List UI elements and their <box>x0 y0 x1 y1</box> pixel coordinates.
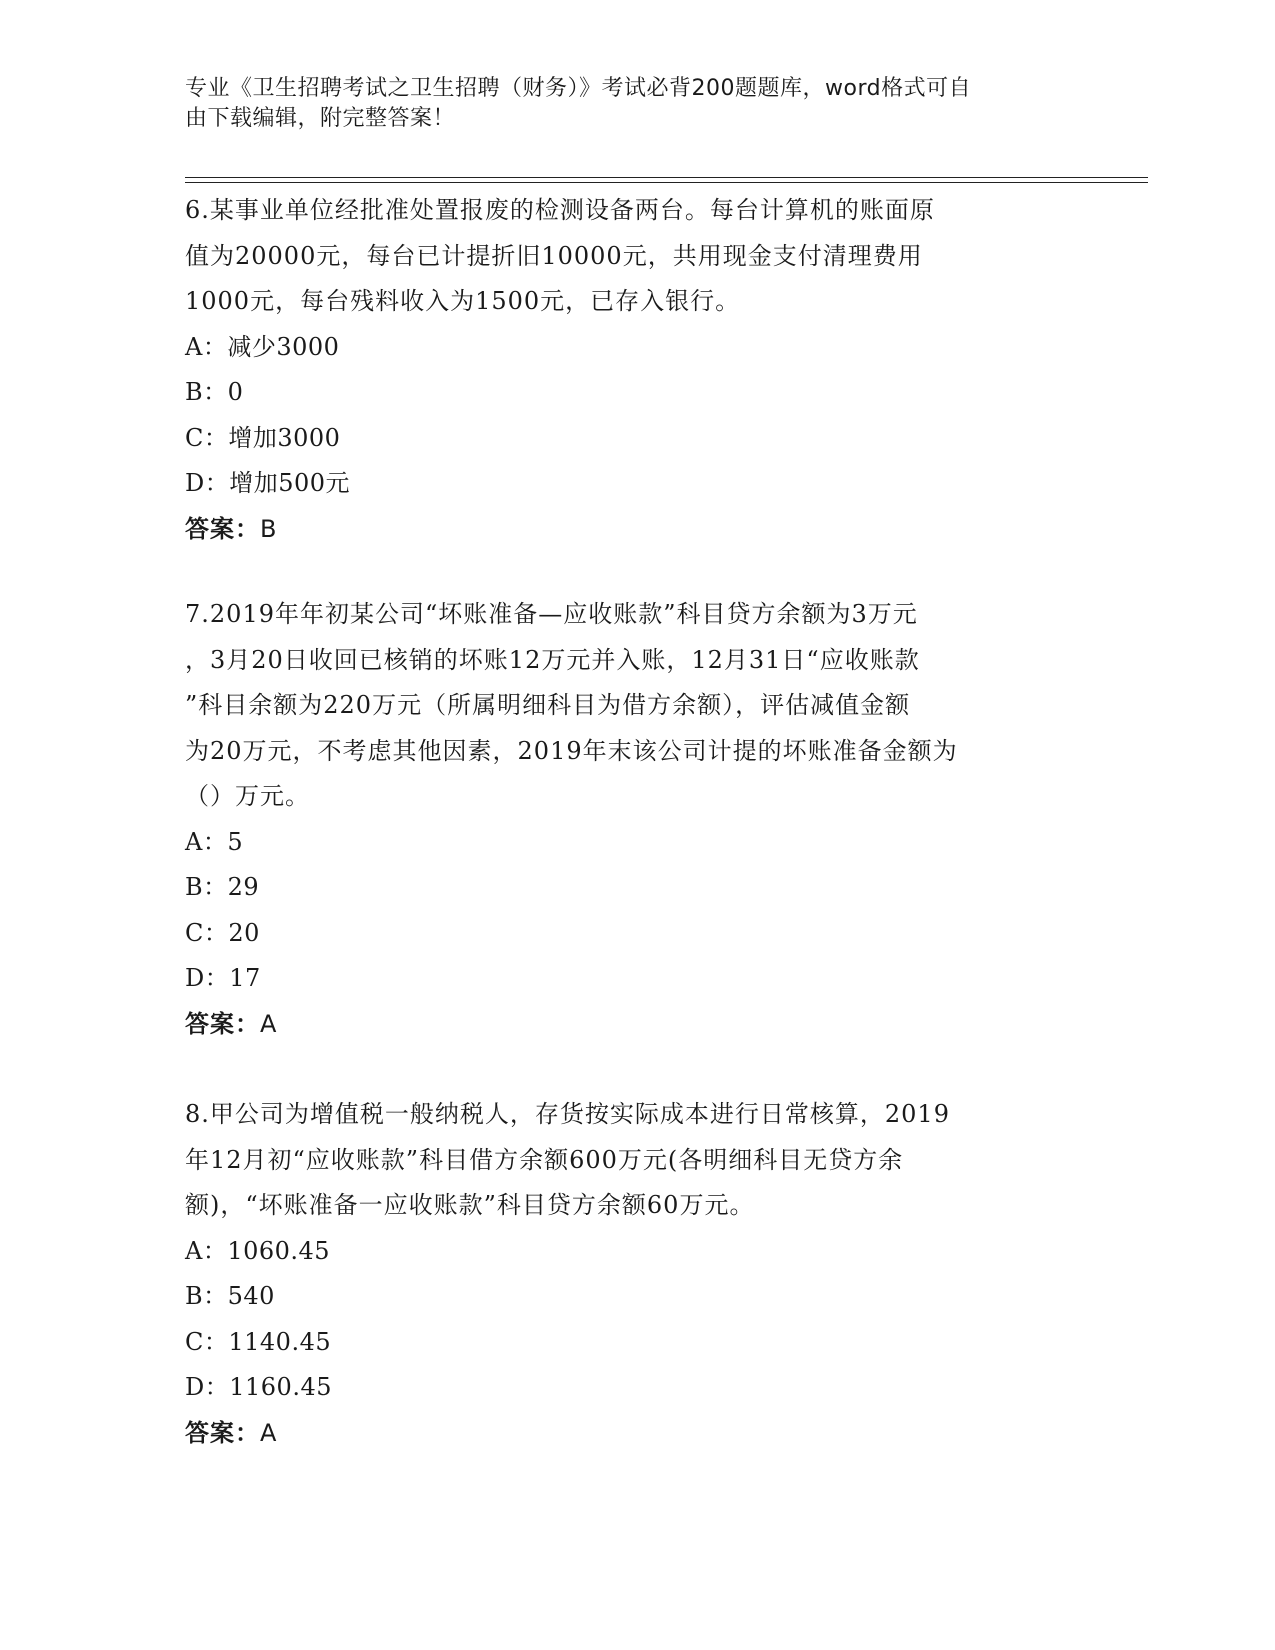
option-c: C：20 <box>185 918 260 947</box>
option-c: C：1140.45 <box>185 1327 332 1356</box>
option-a: A：5 <box>185 827 244 856</box>
document-header: 专业《卫生招聘考试之卫生招聘（财务）》考试必背200题题库，word格式可自 由下载编辑，附完整答案！ <box>185 76 972 131</box>
option-d: D：增加500元 <box>185 469 351 497</box>
option-c: C：增加3000 <box>185 423 341 452</box>
option-d: D：17 <box>185 964 261 992</box>
option-b: B：0 <box>185 378 244 406</box>
question-stem: 6.某事业单位经批准处置报废的检测设备两台。每台计算机的账面原 值为20000元，每台已计提折旧10000元，共用现金支付清理费用 1000元，每台残料收入为1500元，已存入银行。 <box>185 196 935 315</box>
option-b: B：540 <box>185 1282 275 1310</box>
question-8 <box>185 1092 1085 1456</box>
answer-label: 答案： <box>185 1009 260 1038</box>
answer-line <box>185 1411 1085 1457</box>
answer-line <box>185 507 1085 553</box>
answer-label: 答案： <box>185 514 260 543</box>
header-divider-bottom <box>185 182 1148 183</box>
question-stem: 8.甲公司为增值税一般纳税人，存货按实际成本进行日常核算，2019 年12月初“应收账款”科目借方余额600万元(各明细科目无贷方余 额)，“坏账准备一应收账款”科目贷方余额60万元。 <box>185 1100 950 1219</box>
option-b: B：29 <box>185 873 260 901</box>
answer-value: B <box>260 514 278 543</box>
option-a: A：1060.45 <box>185 1236 331 1265</box>
answer-label: 答案： <box>185 1418 260 1447</box>
question-7 <box>185 592 1085 1047</box>
option-d: D：1160.45 <box>185 1373 332 1401</box>
answer-value: A <box>260 1009 278 1038</box>
option-a: A：减少3000 <box>185 332 340 361</box>
question-stem: 7.2019年年初某公司“坏账准备—应收账款”科目贷方余额为3万元 ，3月20日收回已核销的坏账12万元并入账，12月31日“应收账款 ”科目余额为220万元（所属明细科目为借方余额），评估减值金额 为20万元，不考虑其他因素，2019年末该公司计提的坏账准备金额为 （）万元。 <box>185 600 958 810</box>
header-divider-top <box>185 177 1148 178</box>
answer-line <box>185 1002 1085 1048</box>
answer-value: A <box>260 1418 278 1447</box>
question-6 <box>185 188 1085 552</box>
